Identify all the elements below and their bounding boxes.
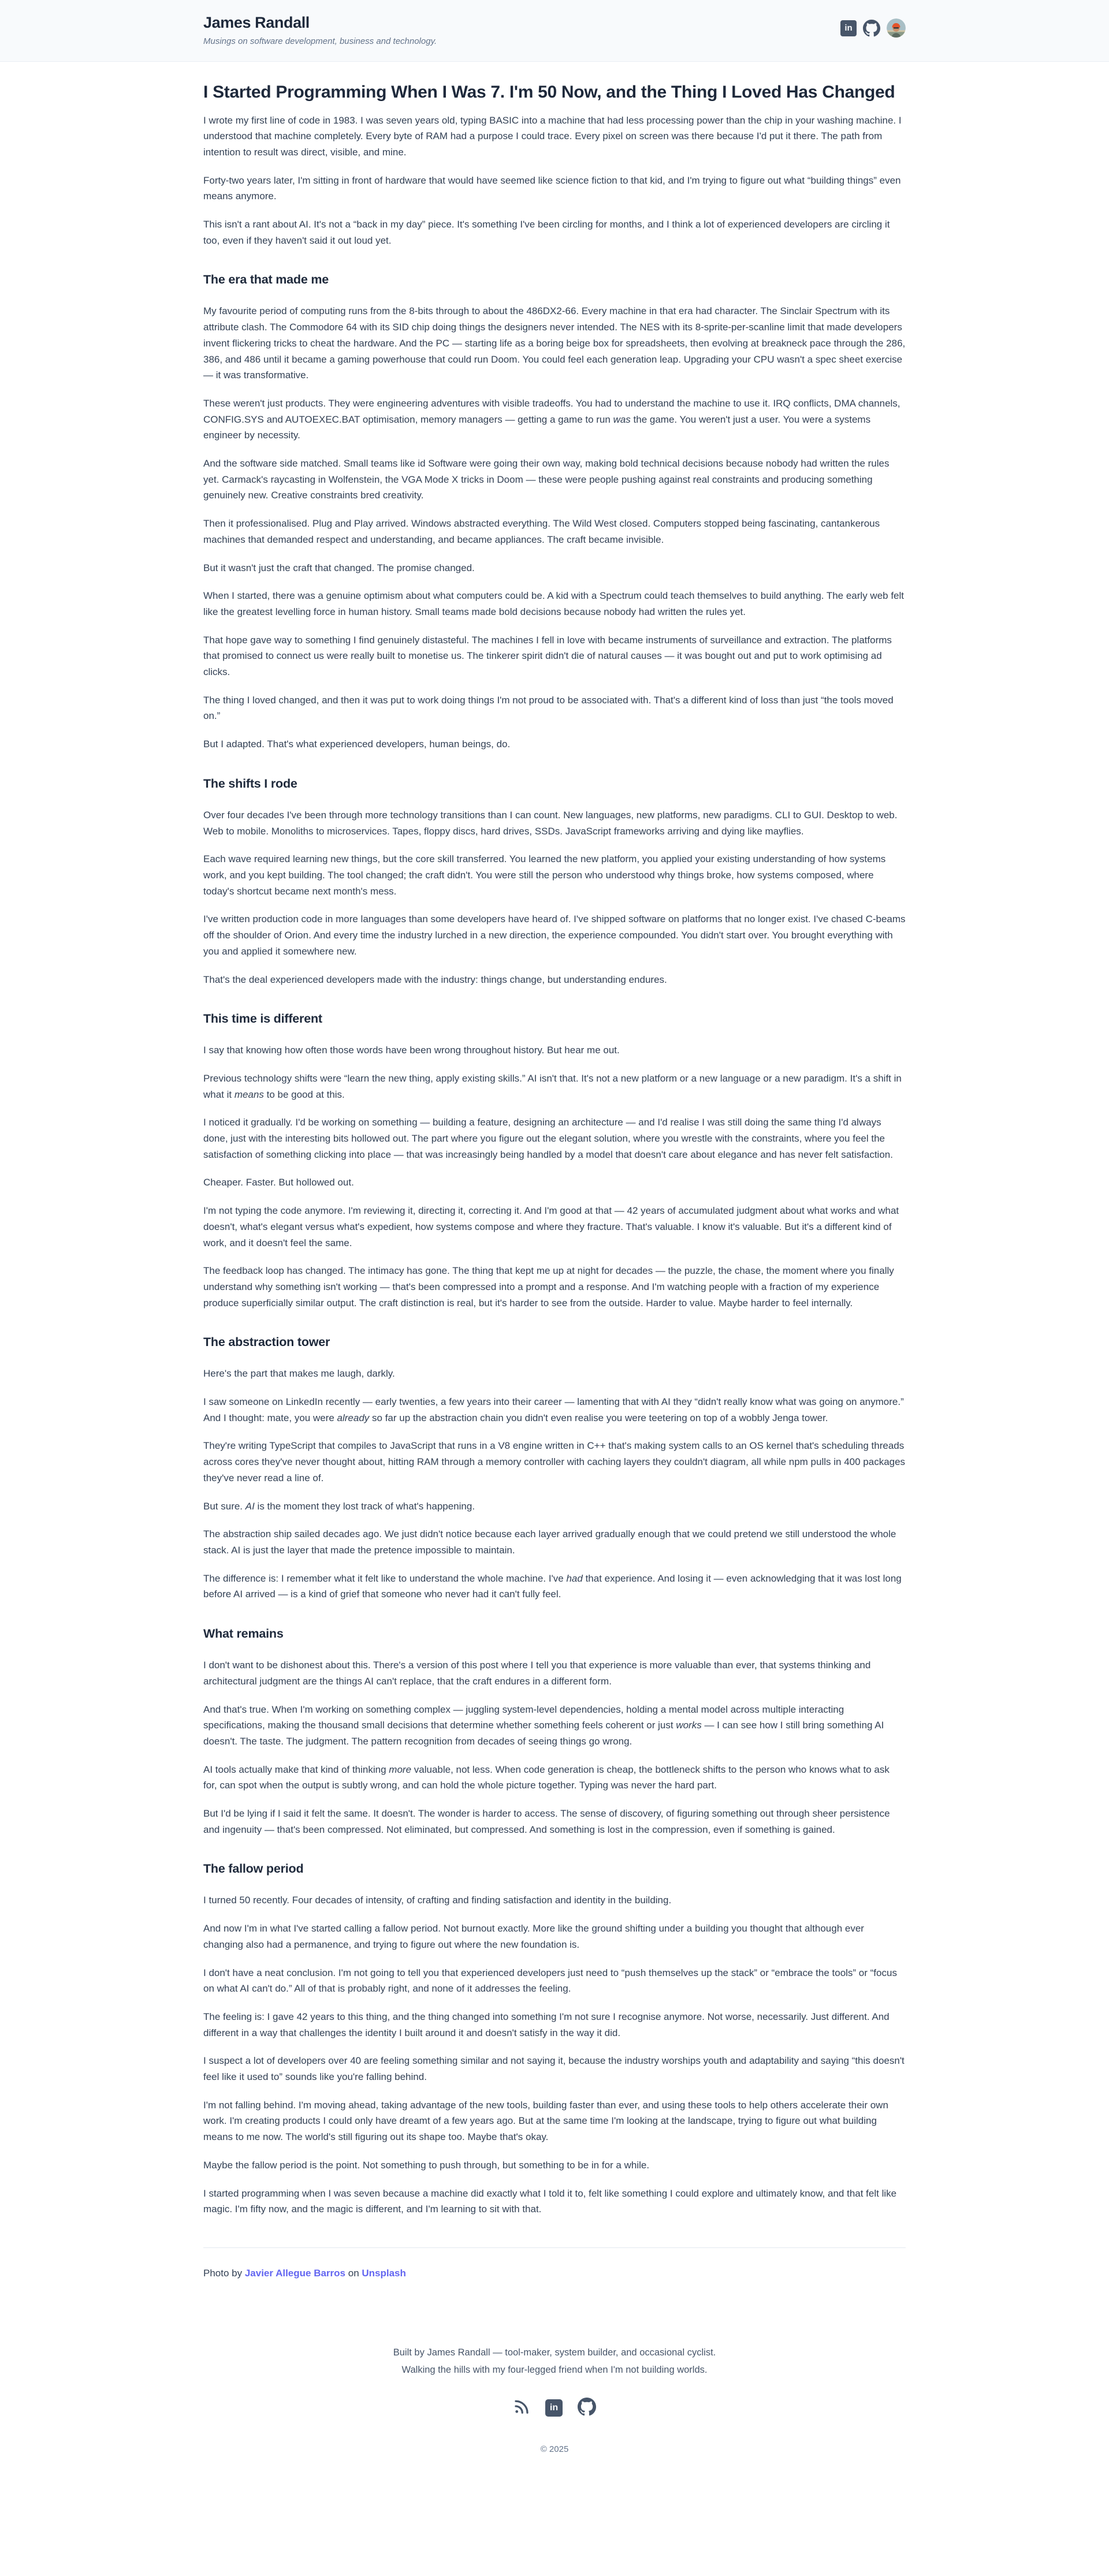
article-paragraph: Previous technology shifts were “learn the new thing, apply existing skills.” AI isn't that. It's not a new platform or a new language or a new paradigm. It's a shift in what it means to be good at this.: [203, 1072, 902, 1100]
article-paragraph: Here's the part that makes me laugh, darkly.: [203, 1368, 395, 1380]
article-paragraph: Forty-two years later, I'm sitting in front of hardware that would have seemed like science fiction to that kid, and I'm trying to figure out what “building things” even means anymore.: [203, 174, 901, 202]
article-paragraph: And now I'm in what I've started calling a fallow period. Not burnout exactly. More like the ground shifting under a building you thought that although ever changing also had a permanence, and trying to figure out where the new foundation is.: [203, 1923, 864, 1950]
section-heading: The era that made me: [203, 273, 329, 287]
avatar-link[interactable]: [887, 18, 906, 38]
article-paragraph: They're writing TypeScript that compiles to JavaScript that runs in a V8 engine written in C++ that's making system calls to an OS kernel that's scheduling threads across cores they've never thought about, hitting RAM through a memory controller with caching layers they couldn't diagram, all while npm pulls in 400 packages they've never read a line of.: [203, 1440, 906, 1483]
photo-author-link[interactable]: Javier Allegue Barros: [244, 2267, 346, 2279]
footer-tagline: Walking the hills with my four-legged friend when I'm not building worlds.: [401, 2364, 708, 2375]
article-paragraph: That hope gave way to something I find genuinely distasteful. The machines I fell in love with became instruments of surveillance and extraction. The platforms that promised to connect us were really built to monetise us. The tinkerer spirit didn't die of natural causes — it was bought out and put to work optimising ad clicks.: [203, 634, 892, 678]
article-paragraph: The feedback loop has changed. The intimacy has gone. The thing that kept me up at night for decades — the puzzle, the chase, the moment where you finally understand why something isn't working — that's been compressed into a prompt and a response. And I'm watching people with a fraction of my experience produce superficially similar output. The craft distinction is real, but it's harder to see from the outside. Harder to value. Maybe harder to feel internally.: [203, 1265, 894, 1308]
linkedin-icon: in: [545, 2399, 563, 2417]
article-paragraph: The thing I loved changed, and then it was put to work doing things I'm not proud to be associated with. That's a different kind of loss than just “the tools moved on.”: [203, 694, 894, 722]
section-heading: The abstraction tower: [203, 1335, 330, 1349]
avatar-photo-icon: [887, 18, 906, 38]
article-body: [203, 113, 906, 2217]
article-paragraph: But it wasn't just the craft that changed. The promise changed.: [203, 562, 475, 573]
article-paragraph: Maybe the fallow period is the point. Not something to push through, but something to be in for a while.: [203, 2159, 650, 2171]
github-icon: [863, 20, 880, 37]
article-paragraph: I wrote my first line of code in 1983. I was seven years old, typing BASIC into a machine that had less processing power than the chip in your washing machine. I understood that machine completely. Every byte of RAM had a purpose I could trace. Every pixel on screen was there because I'd put it there. The path from intention to result was direct, visible, and mine.: [203, 114, 902, 158]
photo-source-link[interactable]: Unsplash: [362, 2267, 406, 2279]
photo-credit-middle: on: [345, 2267, 362, 2279]
article-paragraph: But I'd be lying if I said it felt the same. It doesn't. The wonder is harder to access. The sense of discovery, of figuring something out through sheer persistence and ingenuity — that's been compressed. Not eliminated, but compressed. And something is lost in the compression, even if something is gained.: [203, 1808, 890, 1835]
article-paragraph: But I adapted. That's what experienced developers, human beings, do.: [203, 739, 511, 750]
article-paragraph: I'm not typing the code anymore. I'm reviewing it, directing it, correcting it. And I'm good at that — 42 years of accumulated judgment about what works and what doesn't, what's elegant versus what's expedient, how systems compose and where they fracture. That's valuable. I know it's valuable. But it's a different kind of work, and it doesn't feel the same.: [203, 1205, 899, 1248]
page-title: I Started Programming When I Was 7. I'm 50 Now, and the Thing I Loved Has Changed: [203, 83, 895, 102]
article-paragraph: These weren't just products. They were engineering adventures with visible tradeoffs. You had to understand the machine to use it. IRQ conflicts, DMA channels, CONFIG.SYS and AUTOEXEC.BAT optimisation, memory managers — getting a game to run was the game. You weren't just a user. You were a systems engineer by necessity.: [203, 397, 900, 441]
article-paragraph: And that's true. When I'm working on something complex — juggling system-level dependencies, holding a mental model across multiple interacting specifications, making the thousand small decisions that determine whether something feels coherent or just works — I can see how I still bring something AI doesn't. The taste. The judgment. The pattern recognition from decades of seeing things go wrong.: [203, 1703, 884, 1747]
article-paragraph: When I started, there was a genuine optimism about what computers could be. A kid with a Spectrum could teach themselves to build anything. The early web felt like the greatest levelling force in human history. Small teams made bold decisions because nobody had written the rules yet.: [203, 590, 905, 617]
article-paragraph: I suspect a lot of developers over 40 are feeling something similar and not saying it, because the industry worships youth and adaptability and saying “this doesn't feel like it used to” sounds like you're falling behind.: [203, 2055, 905, 2083]
article-paragraph: I don't want to be dishonest about this. There's a version of this post where I tell you that experience is more valuable than ever, that systems thinking and architectural judgment are the things AI can't replace, that the craft endures in a different form.: [203, 1660, 871, 1687]
github-link[interactable]: [863, 20, 880, 37]
photo-credit-prefix: Photo by: [203, 2267, 245, 2279]
article-paragraph: My favourite period of computing runs from the 8-bits through to about the 486DX2-66. Every machine in that era had character. The Sinclair Spectrum with its attribute clash. The Commodore 64 with its SID chip doing things the designers never intended. The NES with its 8-sprite-per-scanline limit that made developers invent flickering tricks to cheat the hardware. And the PC — starting life as a boring beige box for spreadsheets, then evolving at breakneck pace through the 286, 386, and 486 until it became a gaming powerhouse that could run Doom. You could feel each generation leap. Upgrading your CPU wasn't a spec sheet exercise — it was transformative.: [203, 305, 906, 381]
article-paragraph: This isn't a rant about AI. It's not a “back in my day” piece. It's something I've been circling for months, and I think a lot of experienced developers are circling it too, even if they haven't said it out loud yet.: [203, 219, 890, 246]
article-paragraph: I'm not falling behind. I'm moving ahead, taking advantage of the new tools, building faster than ever, and using these tools to help others accelerate their own work. I'm creating products I could only have dreamt of a few years ago. But at the same time I'm looking at the landscape, trying to figure out what building means to me now. The world's still figuring out its shape too. Maybe that's okay.: [203, 2099, 888, 2143]
linkedin-link-footer[interactable]: [545, 2399, 563, 2417]
rss-link[interactable]: [513, 2398, 530, 2418]
section-heading: The fallow period: [203, 1862, 304, 1876]
article-paragraph: The abstraction ship sailed decades ago. We just didn't notice because each layer arrived gradually enough that we could pretend we still understood the whole stack. AI is just the layer that made the pretence impossible to maintain.: [203, 1529, 896, 1556]
article-paragraph: I say that knowing how often those words have been wrong throughout history. But hear me out.: [203, 1045, 620, 1056]
site-identity: [203, 14, 437, 46]
site-title: James Randall: [203, 14, 310, 31]
article-paragraph: And the software side matched. Small teams like id Software were going their own way, making bold technical decisions because nobody had written the rules yet. Carmack's raycasting in Wolfenstein, the VGA Mode X tricks in Doom — these were people pushing against real constraints and producing something genuinely new. Creative constraints bred creativity.: [203, 458, 890, 501]
article-paragraph: But sure. AI is the moment they lost track of what's happening.: [203, 1500, 475, 1512]
footer-social-links: [0, 2398, 1109, 2419]
header-social-links: [840, 18, 906, 38]
site-header: [0, 0, 1109, 62]
article-paragraph: Cheaper. Faster. But hollowed out.: [203, 1177, 354, 1188]
article-paragraph: The difference is: I remember what it felt like to understand the whole machine. I've had that experience. And losing it — even acknowledging that it was lost long before AI arrived — is a kind of grief that someone who never had it can't fully feel.: [203, 1572, 902, 1600]
article-paragraph: I turned 50 recently. Four decades of intensity, of crafting and finding satisfaction and identity in the building.: [203, 1895, 672, 1906]
rss-icon: [513, 2398, 530, 2418]
photo-credit: [203, 2265, 906, 2282]
article: [203, 81, 906, 2282]
article-paragraph: I've written production code in more languages than some developers have heard of. I've shipped software on platforms that no longer exist. I've chased C-beams off the shoulder of Orion. And every time the industry lurched in a new direction, the experience compounded. You didn't start over. You brought everything with you and applied it somewhere new.: [203, 914, 906, 957]
copyright: © 2025: [540, 2444, 569, 2454]
section-heading: What remains: [203, 1627, 284, 1641]
linkedin-link[interactable]: [840, 20, 857, 36]
article-paragraph: The feeling is: I gave 42 years to this thing, and the thing changed into something I'm not sure I recognise anymore. Not worse, necessarily. Just different. And different in a way that challenges the identity I built around it and doesn't satisfy in the way it did.: [203, 2011, 890, 2038]
article-paragraph: I noticed it gradually. I'd be working on something — building a feature, designing an architecture — and I'd realise I was still doing the same thing I'd always done, just with the interesting bits hollowed out. The part where you figure out the elegant solution, where you wrestle with the constraints, where you feel the satisfaction of something clicking into place — that was increasingly being handled by a model that doesn't care about elegance and has never felt satisfaction.: [203, 1117, 893, 1160]
article-paragraph: That's the deal experienced developers made with the industry: things change, but understanding endures.: [203, 974, 667, 985]
linkedin-icon: in: [840, 20, 857, 36]
section-heading: The shifts I rode: [203, 776, 297, 791]
footer-byline: Built by James Randall — tool-maker, system builder, and occasional cyclist.: [393, 2347, 716, 2358]
article-paragraph: I saw someone on LinkedIn recently — early twenties, a few years into their career — lamenting that with AI they “didn't really know what was going on anymore.” And I thought: mate, you were already so far up the abstraction chain you didn't even realise you were teetering on top of a wobbly Jenga tower.: [203, 1396, 904, 1423]
site-footer: [0, 2294, 1109, 2576]
section-heading: This time is different: [203, 1012, 322, 1026]
site-tagline: Musings on software development, business and technology.: [203, 36, 437, 46]
article-divider: [203, 2247, 906, 2248]
github-icon: [578, 2398, 596, 2419]
article-paragraph: I started programming when I was seven because a machine did exactly what I told it to, felt like something I could explore and ultimately know, and that felt like magic. I'm fifty now, and the magic is different, and I'm learning to sit with that.: [203, 2187, 897, 2215]
article-paragraph: I don't have a neat conclusion. I'm not going to tell you that experienced developers just need to “push themselves up the stack” or “embrace the tools” or “focus on what AI can't do.” All of that is probably right, and none of it addresses the feeling.: [203, 1967, 897, 1995]
article-paragraph: Then it professionalised. Plug and Play arrived. Windows abstracted everything. The Wild West closed. Computers stopped being fascinating, cantankerous machines that demanded respect and understanding, and became appliances. The craft became invisible.: [203, 518, 880, 545]
github-link-footer[interactable]: [578, 2398, 596, 2419]
article-paragraph: Each wave required learning new things, but the core skill transferred. You learned the new platform, you applied your existing understanding of how systems work, and you kept building. The tool changed; the craft didn't. You were still the person who understood why things broke, how systems composed, where today's shortcut became next month's mess.: [203, 853, 886, 897]
article-paragraph: Over four decades I've been through more technology transitions than I can count. New languages, new platforms, new paradigms. CLI to GUI. Desktop to web. Web to mobile. Monoliths to microservices. Tapes, floppy discs, hard drives, SSDs. JavaScript frameworks arriving and dying like mayflies.: [203, 809, 898, 837]
article-paragraph: AI tools actually make that kind of thinking more valuable, not less. When code generation is cheap, the bottleneck shifts to the person who knows what to ask for, can spot when the output is subtly wrong, and can hold the whole picture together. Typing was never the hard part.: [203, 1764, 890, 1791]
